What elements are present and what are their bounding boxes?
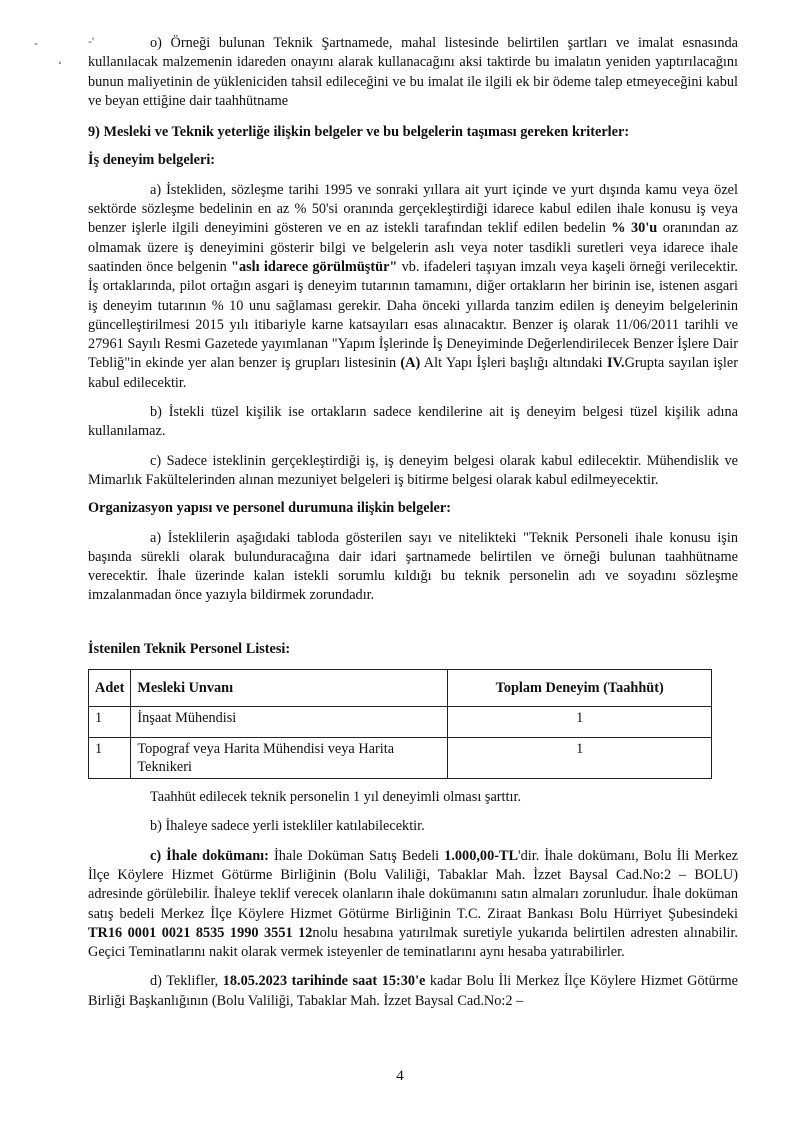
table-row: [89, 738, 712, 779]
column-header-deneyim: Toplam Deneyim (Taahhüt): [448, 670, 712, 707]
page-number: 4: [396, 1068, 404, 1084]
cell-deneyim: 1: [448, 738, 712, 779]
margin-mark: -': [88, 34, 95, 48]
paragraph-organizasyon-a: a) İsteklilerin aşağıdaki tabloda gösterilen sayı ve nitelikteki "Teknik Personeli ihale konusu işin başında sürekli olarak bulunduracağına dair idari şartnamede belirtilen ve örneği bulunan taahhütname verecektir. İhale üzerinde kalan istekli sorumlu kıldığı bu teknik personelin adı ve soyadını sözleşme imzalanmadan önce yazıyla bildirmek zorundadır.: [88, 529, 738, 604]
paragraph-teklifler: d) Teklifler, 18.05.2023 tarihinde saat 15:30'e kadar Bolu İli Merkez İlçe Köylere Hizmet Götürme Birliği Başkanlığının (Bolu Valiliği, Tabaklar Mah. İzzet Baysal Cad.No:2 –: [88, 973, 738, 1009]
table-row: [89, 707, 712, 738]
column-header-unvan: Mesleki Unvanı: [131, 670, 448, 707]
cell-deneyim: 1: [448, 707, 712, 738]
table-header-row: [89, 670, 712, 707]
cell-unvan: İnşaat Mühendisi: [131, 707, 448, 738]
paragraph-is-deneyim-b: b) İstekli tüzel kişilik ise ortakların sadece kendilerine ait iş deneyim belgesi tüzel kişilik adına kullanılamaz.: [88, 404, 738, 440]
paragraph-is-deneyim-a: a) İstekliden, sözleşme tarihi 1995 ve sonraki yıllara ait yurt içinde ve yurt dışında kamu veya özel sektörde sözleşme bedelinin en az % 50'si oranında gerçekleştirdiği idarece kabul edilen ihale konusu iş veya benzer işlerle ilgili deneyimini gösteren ve en az istekli tarafından teklif edilen bedelin % 30'u oranından az olmamak üzere iş deneyimini gösterir bilgi ve belgelerin aslı veya noter tasdikli suretleri veya idarece ihale saatinden önce belgenin "aslı idarece görülmüştür" vb. ifadeleri taşıyan imzalı veya kaşeli örneği verilecektir. İş ortaklarında, pilot ortağın asgari iş deneyim tutarının tamamını, diğer ortakların her birinin ise, istenen asgari iş deneyim tutarının % 10 unu sağlaması gerekir. Daha önceki yıllarda tanzim edilen iş deneyim belgelerinin güncelleştirilmesi 2015 yılı itibariyle karne katsayıları esas alınacaktır. Benzer iş olarak 11/06/2011 tarihli ve 27961 Sayılı Resmi Gazetede yayımlanan "Yapım İşlerinde İş Deneyiminde Değerlendirilecek Benzer İşlere Dair Tebliğ"in ekinde yer alan benzer iş grupları listesinin (A) Alt Yapı İşleri başlığı altındaki IV.Grupta sayılan işler kabul edilecektir.: [88, 181, 738, 391]
paragraph-ihale-dokumani: c) İhale dokümanı: İhale Doküman Satış Bedeli 1.000,00-TL'dir. İhale dokümanı, Bolu İli Merkez İlçe Köylere Hizmet Götürme Birliğinin (Bolu Valiliği, Tabaklar Mah. İzzet Baysal Cad.No:2 – BOLU) adresinde görülebilir. İhaleye teklif verecek olanların ihale dokümanını satın almaları zorunludur. İhale doküman satış bedeli Merkez İlçe Köylere Hizmet Götürme Birliğinin T.C. Ziraat Bankası Bolu Hürriyet Şubesindeki TR16 0001 0021 8535 1990 3551 12nolu hesabına yatırılmak suretiyle yukarıda belirtilen adresten alınabilir. Geçici Teminatlarını nakit olarak vermek isteyenler de teminatlarını aynı hesaba yatırabilirler.: [88, 847, 738, 961]
heading-personel-listesi: İstenilen Teknik Personel Listesi:: [88, 640, 291, 657]
paragraph-taahhut: Taahhüt edilecek teknik personelin 1 yıl deneyimli olması şarttır.: [150, 789, 522, 806]
margin-mark: ‘: [58, 58, 62, 72]
paragraph-yerli-istekli: b) İhaleye sadece yerli istekliler katılabilecektir.: [150, 818, 425, 835]
heading-organizasyon: Organizasyon yapısı ve personel durumuna ilişkin belgeler:: [88, 500, 452, 517]
cell-adet: 1: [89, 707, 131, 738]
paragraph-is-deneyim-c: c) Sadece isteklinin gerçekleştirdiği iş, iş deneyim belgesi olarak kabul edilecektir. Mühendislik ve Mimarlık Fakültelerinden alınan mezuniyet belgeleri iş bitirme belgesi olarak kabul edilmeyecektir.: [88, 452, 738, 488]
column-header-adet: Adet: [89, 670, 131, 707]
cell-adet: 1: [89, 738, 131, 779]
paragraph-o: o) Örneği bulunan Teknik Şartnamede, mahal listesinde belirtilen şartları ve imalat esnasında kullanılacak malzemenin idareden onayını alarak kullanacağını aksi taktirde bu imalatın yeniden yaptırılacağını bunun maliyetinin de yükleniciden tahsil edileceğini ve bu imalat ile ilgili ek bir ödeme talep etmeyeceğini kabul ve beyan ettiğine dair taahhütname: [88, 35, 738, 109]
heading-is-deneyim: İş deneyim belgeleri:: [88, 152, 216, 169]
cell-unvan: Topograf veya Harita Mühendisi veya Harita Teknikeri: [131, 738, 448, 779]
margin-mark: -: [34, 36, 38, 50]
personel-table: [88, 669, 712, 779]
heading-mesleki-teknik: 9) Mesleki ve Teknik yeterliğe ilişkin belgeler ve bu belgelerin taşıması gereken kriterler:: [88, 124, 630, 141]
